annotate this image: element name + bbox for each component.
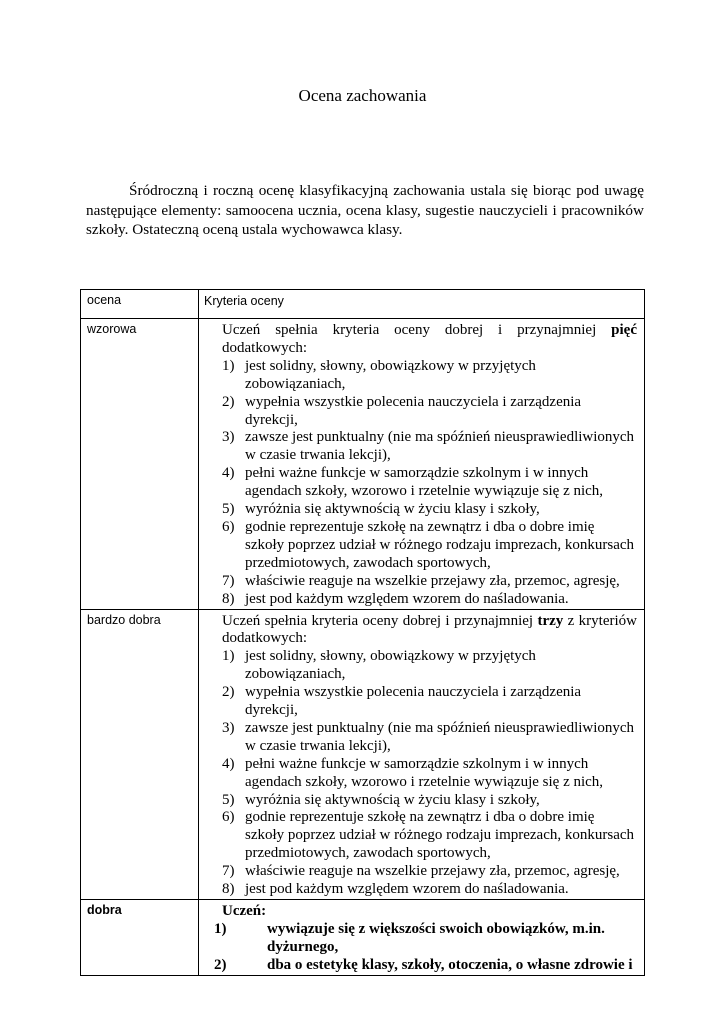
- grade-label-dobra: dobra: [81, 900, 199, 976]
- list-item: 1) wywiązuje się z większości swoich obowiązków, m.in. dyżurnego,: [214, 920, 605, 955]
- list-item: 7) właściwie reaguje na wszelkie przejawy zła, przemoc, agresję,: [222, 572, 620, 589]
- criteria-bardzo-dobra: [199, 610, 644, 900]
- intro-text: Śródroczną i roczną ocenę klasyfikacyjną zachowania ustala się biorąc pod uwagę następujące elementy: samoocena ucznia, ocena klasy, sugestie nauczycieli i pracowników szkoły. Ostateczną oceną ustala wychowawca klasy.: [86, 182, 644, 238]
- criteria-list: [222, 648, 637, 899]
- criteria-table: [80, 289, 645, 976]
- criteria-list: [214, 920, 637, 975]
- lead-text: Uczeń spełnia kryteria oceny dobrej i przynajmniej pięć dodatkowych:: [222, 322, 637, 356]
- list-item: 4) pełni ważne funkcje w samorządzie szkolnym i w innych agendach szkoły, wzorowo i rzetelnie wywiązuje się z nich,: [222, 465, 604, 500]
- criteria-list: [222, 358, 637, 609]
- list-item: 8) jest pod każdym względem wzorem do naśladowania.: [222, 881, 569, 898]
- list-item: 1) jest solidny, słowny, obowiązkowy w przyjętych zobowiązaniach,: [222, 648, 536, 683]
- lead-text: Uczeń spełnia kryteria oceny dobrej i przynajmniej trzy z kryteriów dodatkowych:: [222, 612, 637, 647]
- intro-paragraph: [86, 181, 644, 240]
- list-item: 1) jest solidny, słowny, obowiązkowy w przyjętych zobowiązaniach,: [222, 357, 536, 392]
- table-row-wzorowa: [81, 319, 645, 610]
- list-item: 2) wypełnia wszystkie polecenia nauczyciela i zarządzenia dyrekcji,: [222, 684, 582, 719]
- grade-label-wzorowa: wzorowa: [81, 319, 199, 610]
- header-ocena: ocena: [81, 290, 199, 319]
- list-item: 4) pełni ważne funkcje w samorządzie szkolnym i w innych agendach szkoły, wzorowo i rzetelnie wywiązuje się z nich,: [222, 755, 604, 790]
- page-title: Ocena zachowania: [298, 86, 427, 105]
- list-item: 3) zawsze jest punktualny (nie ma spóźnień nieusprawiedliwionych w czasie trwania lekcji),: [222, 429, 635, 464]
- header-kryteria: Kryteria oceny: [199, 290, 645, 319]
- list-item: 6) godnie reprezentuje szkołę na zewnątrz i dba o dobre imię szkoły poprzez udział w różnego rodzaju imprezach, konkursach przedmiotowych, zawodach sportowych,: [222, 518, 635, 571]
- list-item: 5) wyróżnia się aktywnością w życiu klasy i szkoły,: [222, 791, 540, 808]
- table-row-bardzo-dobra: [81, 609, 645, 900]
- criteria-wzorowa: [199, 319, 644, 609]
- table-row-dobra: [81, 900, 645, 976]
- list-item: 3) zawsze jest punktualny (nie ma spóźnień nieusprawiedliwionych w czasie trwania lekcji),: [222, 719, 635, 754]
- lead-text: Uczeń:: [222, 903, 267, 919]
- list-item: 8) jest pod każdym względem wzorem do naśladowania.: [222, 590, 569, 607]
- list-item: 2) dba o estetykę klasy, szkoły, otoczenia, o własne zdrowie i: [214, 956, 633, 973]
- criteria-dobra: [199, 900, 644, 975]
- list-item: 2) wypełnia wszystkie polecenia nauczyciela i zarządzenia dyrekcji,: [222, 393, 582, 428]
- grade-label-bardzo-dobra: bardzo dobra: [81, 609, 199, 900]
- list-item: 5) wyróżnia się aktywnością w życiu klasy i szkoły,: [222, 501, 540, 518]
- table-header-row: [81, 290, 645, 319]
- list-item: 6) godnie reprezentuje szkołę na zewnątrz i dba o dobre imię szkoły poprzez udział w różnego rodzaju imprezach, konkursach przedmiotowych, zawodach sportowych,: [222, 809, 635, 862]
- list-item: 7) właściwie reaguje na wszelkie przejawy zła, przemoc, agresję,: [222, 863, 620, 880]
